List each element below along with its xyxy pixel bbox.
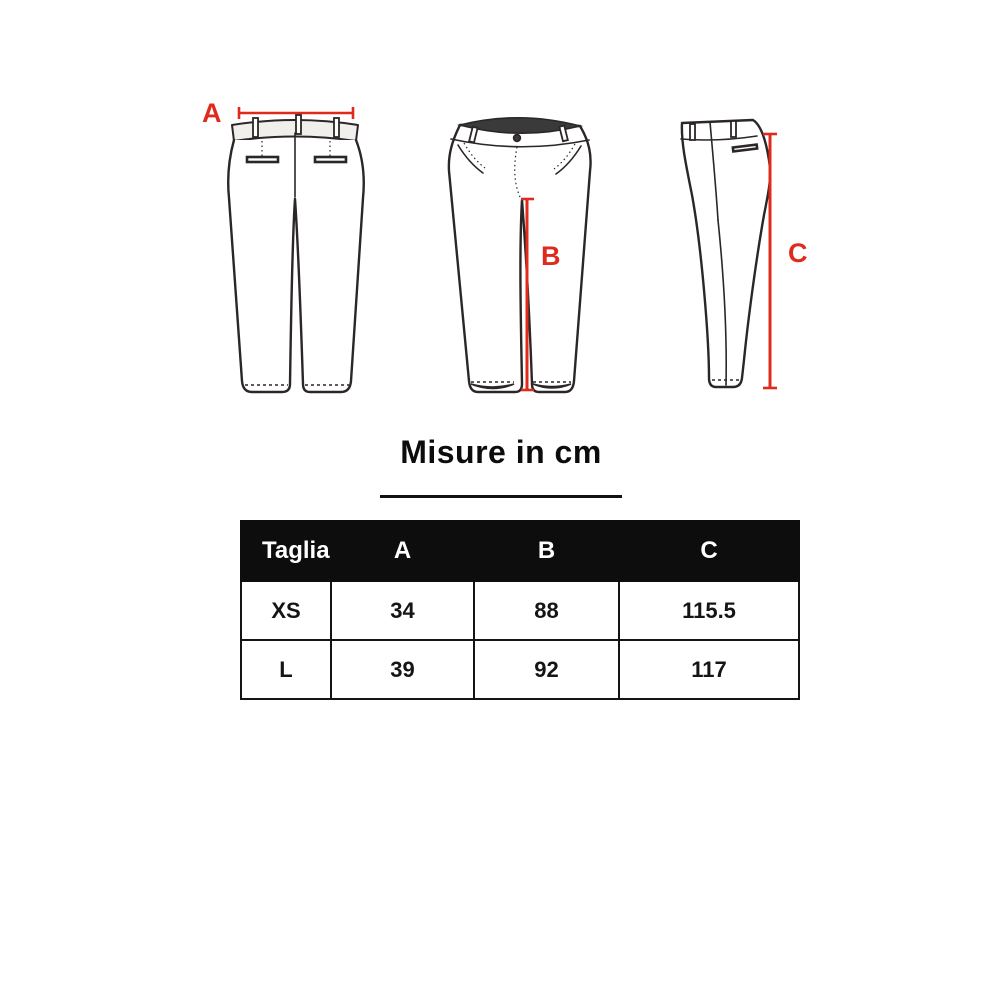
size-table [240,520,800,700]
header-taglia: Taglia [241,521,331,581]
table-row [241,581,799,640]
belt-loop [296,115,301,134]
section-title-wrap [301,434,701,471]
belt-loop [334,118,339,137]
table-row [241,640,799,699]
cell-a: 34 [331,581,474,640]
belt-loop [253,118,258,137]
title-underline [380,495,622,498]
pants-body [449,125,591,392]
size-table-body [241,581,799,699]
belt-loop [731,121,736,137]
pants-body [228,140,364,392]
header-row [241,521,799,581]
cell-size: L [241,640,331,699]
back-pocket [315,157,346,162]
pants-side-view-drawing [666,108,784,402]
pants-back-view-drawing [218,101,368,403]
size-table-header [241,521,799,581]
dimension-b-label: B [541,241,561,271]
cell-c: 115.5 [619,581,799,640]
cell-c: 117 [619,640,799,699]
header-b: B [474,521,619,581]
dimension-a-label: A [202,98,222,128]
button [514,135,521,142]
cell-b: 88 [474,581,619,640]
cell-b: 92 [474,640,619,699]
header-a: A [331,521,474,581]
pants-front-view-drawing [441,101,597,403]
dimension-c-label: C [788,238,808,268]
header-c: C [619,521,799,581]
page-title: Misure in cm [400,434,602,470]
cell-a: 39 [331,640,474,699]
belt-loop [690,124,695,140]
back-pocket [247,157,278,162]
cell-size: XS [241,581,331,640]
